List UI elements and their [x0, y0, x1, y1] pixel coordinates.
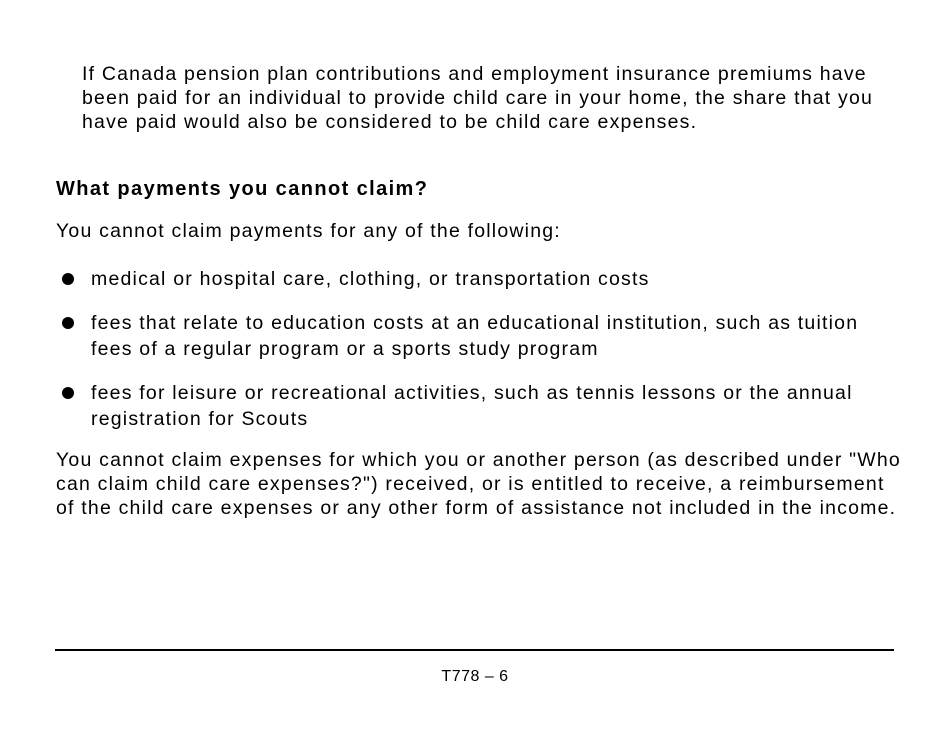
footer-divider [55, 649, 894, 651]
list-intro: You cannot claim payments for any of the following: [56, 220, 561, 242]
list-item [56, 266, 906, 292]
bullet-icon [62, 317, 74, 329]
bullet-icon [62, 387, 74, 399]
list-item [56, 380, 906, 432]
closing-paragraph: You cannot claim expenses for which you or another person (as described under "Who can claim child care expenses?") received, or is entitled to receive, a reimbursement of the child care expenses or any other form of assistance not included in the income. [56, 449, 901, 519]
section-heading: What payments you cannot claim? [56, 178, 429, 200]
list-item-text: fees for leisure or recreational activities, such as tennis lessons or the annual registration for Scouts [91, 382, 853, 430]
list-item-text: medical or hospital care, clothing, or transportation costs [91, 268, 650, 290]
list-item-text: fees that relate to education costs at an educational institution, such as tuition fees of a regular program or a sports study program [91, 312, 859, 360]
list-item [56, 310, 906, 362]
page-number: T778 – 6 [441, 668, 509, 685]
exclusions-list [56, 266, 906, 432]
bullet-icon [62, 273, 74, 285]
intro-paragraph: If Canada pension plan contributions and employment insurance premiums have been paid for an individual to provide child care in your home, the share that you have paid would also be considered to be child care expenses. [82, 63, 874, 133]
